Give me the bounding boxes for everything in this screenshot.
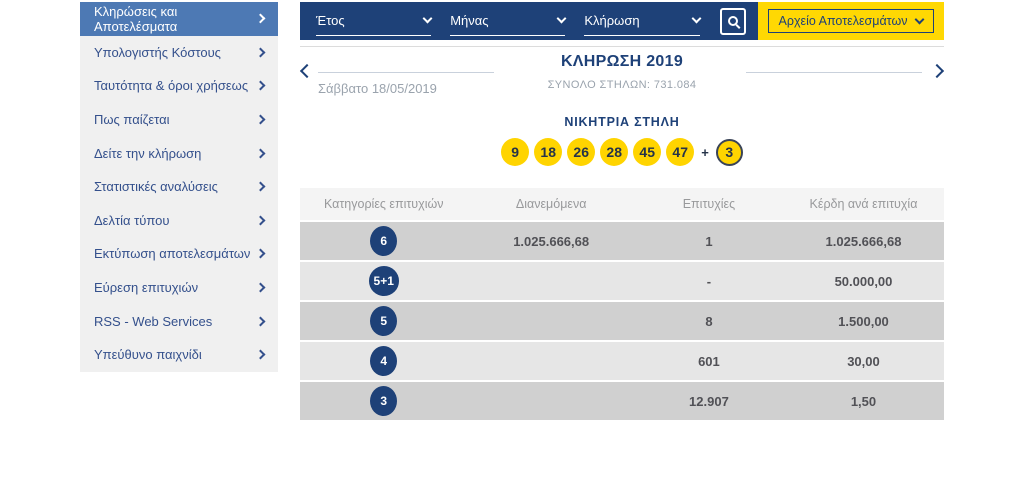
sidebar-item-label: Πως παίζεται (94, 112, 170, 128)
winners-value: 1 (705, 233, 713, 249)
sidebar-item-draws-results[interactable] (80, 2, 278, 36)
table-row (300, 262, 944, 300)
sidebar-item-label: Εκτύπωση αποτελεσμάτων (94, 246, 251, 262)
winning-number-ball: 9 (501, 138, 529, 166)
sidebar-item-label: Δείτε την κλήρωση (94, 145, 202, 161)
chevron-right-icon (256, 350, 266, 360)
plus-sign: + (701, 144, 709, 160)
sidebar-item-label: Υπεύθυνο παιχνίδι (94, 347, 202, 363)
winners-value: 8 (705, 313, 713, 329)
draw-title: ΚΛΗΡΩΣΗ 2019 (560, 53, 684, 70)
prize-value: 50.000,00 (834, 273, 893, 289)
sidebar-item-identity-terms[interactable] (80, 69, 278, 103)
prize-value: 1,50 (850, 393, 877, 409)
draw-dropdown-label: Κλήρωση (584, 12, 640, 28)
sidebar-item-label: Υπολογιστής Κόστους (94, 44, 221, 60)
sidebar-item-label: RSS - Web Services (94, 313, 213, 329)
category-badge: 5 (370, 306, 397, 336)
column-header-prize-per-win: Κέρδη ανά επιτυχία (809, 197, 918, 211)
sidebar-item-press-releases[interactable] (80, 204, 278, 238)
winning-column-title: ΝΙΚΗΤΡΙΑ ΣΤΗΛΗ (564, 115, 680, 129)
table-row (300, 342, 944, 380)
main-content (300, 0, 944, 482)
category-badge: 3 (370, 386, 397, 416)
chevron-right-icon (256, 182, 266, 192)
winning-number-ball: 26 (567, 138, 595, 166)
sidebar-item-watch-draw[interactable] (80, 136, 278, 170)
sidebar-item-print-results[interactable] (80, 237, 278, 271)
table-header-row (300, 188, 944, 220)
winning-number-ball: 28 (600, 138, 628, 166)
column-header-winners: Επιτυχίες (682, 197, 736, 211)
sidebar-item-label: Κληρώσεις και Αποτελέσματα (94, 3, 178, 34)
winners-value: 12.907 (689, 393, 729, 409)
sidebar-item-statistics[interactable] (80, 170, 278, 204)
chevron-right-icon (256, 148, 266, 158)
divider (746, 72, 922, 73)
chevron-right-icon (256, 115, 266, 125)
prize-value: 1.500,00 (838, 313, 889, 329)
winners-value: - (706, 273, 712, 289)
column-header-categories: Κατηγορίες επιτυχιών (323, 197, 444, 211)
divider (318, 72, 494, 73)
year-dropdown-label: Έτος (316, 12, 345, 28)
distributed-value: 1.025.666,68 (513, 233, 590, 249)
category-badge: 4 (370, 346, 397, 376)
winning-number-ball: 47 (666, 138, 694, 166)
prize-value: 30,00 (847, 353, 880, 369)
draw-date: Σάββατο 18/05/2019 (318, 81, 437, 96)
month-dropdown-label: Μήνας (450, 12, 489, 28)
winning-number-ball: 45 (633, 138, 661, 166)
divider (300, 46, 944, 47)
chevron-right-icon (256, 283, 266, 293)
winning-number-ball: 18 (534, 138, 562, 166)
category-badge: 6 (370, 226, 397, 256)
archive-results-label: Αρχείο Αποτελεσμάτων (778, 14, 908, 28)
results-table (300, 188, 944, 422)
table-row (300, 382, 944, 420)
chevron-right-icon (256, 47, 266, 57)
table-row (300, 302, 944, 340)
sidebar-item-responsible-gaming[interactable] (80, 338, 278, 372)
total-columns: ΣΥΝΟΛΟ ΣΤΗΛΩΝ: 731.084 (547, 79, 697, 91)
chevron-right-icon (256, 249, 266, 259)
sidebar-item-cost-calculator[interactable] (80, 36, 278, 70)
sidebar-item-how-to-play[interactable] (80, 103, 278, 137)
sidebar (80, 2, 278, 372)
table-row (300, 222, 944, 260)
column-header-distributed: Διανεμόμενα (515, 197, 587, 211)
bonus-number-ball: 3 (716, 139, 743, 166)
sidebar-item-label: Στατιστικές αναλύσεις (94, 179, 218, 195)
sidebar-item-label: Δελτία τύπου (94, 212, 170, 228)
chevron-right-icon (256, 81, 266, 91)
category-badge: 5+1 (369, 266, 399, 296)
sidebar-item-find-wins[interactable] (80, 271, 278, 305)
winning-numbers (300, 138, 944, 166)
sidebar-item-rss-web-services[interactable] (80, 304, 278, 338)
sidebar-item-label: Εύρεση επιτυχιών (94, 280, 199, 296)
prize-value: 1.025.666,68 (825, 233, 902, 249)
winners-value: 601 (698, 353, 720, 369)
sidebar-item-label: Ταυτότητα & όροι χρήσεως (94, 78, 249, 94)
chevron-right-icon (256, 316, 266, 326)
chevron-right-icon (256, 215, 266, 225)
